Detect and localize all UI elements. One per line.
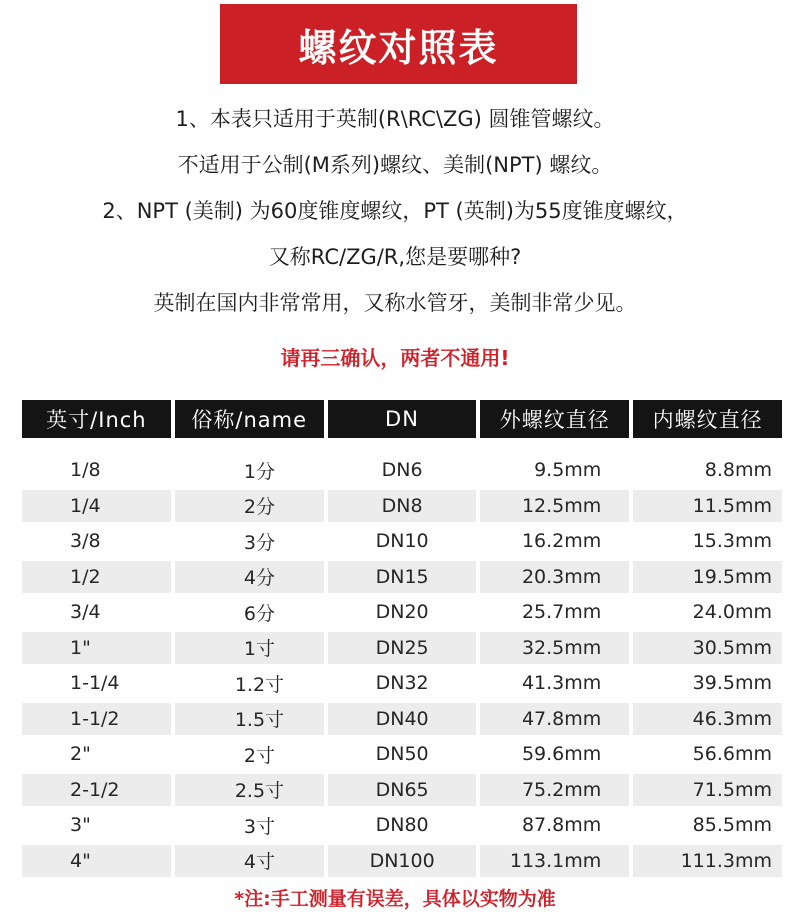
cell-outer-diameter: 25.7mm: [521, 601, 602, 623]
cell-inner-diameter: 46.3mm: [633, 703, 782, 735]
cell-inch: 2-1/2: [22, 774, 171, 806]
cell-dn: DN65: [328, 774, 477, 806]
table-row: [22, 701, 782, 737]
cell-inch: 3/8: [70, 530, 101, 552]
cell-inner-diameter: 8.8mm: [704, 459, 772, 481]
cell-outer-diameter: 20.3mm: [480, 561, 629, 593]
table-row: [22, 843, 782, 879]
cell-inner-diameter: 24.0mm: [692, 601, 772, 623]
cell-outer-diameter: 32.5mm: [480, 632, 629, 664]
title-banner: [220, 4, 577, 84]
cell-name: 4寸: [175, 845, 324, 877]
header-name: 俗称/name: [175, 400, 324, 438]
table-row: [22, 630, 782, 666]
cell-name: 1分: [243, 460, 275, 483]
cell-dn: DN10: [375, 530, 429, 552]
note-line: 不适用于公制(M系列)螺纹、美制(NPT) 螺纹。: [177, 153, 613, 177]
cell-outer-diameter: 75.2mm: [480, 774, 629, 806]
table-row: [22, 559, 782, 595]
warning-text: 请再三确认，两者不通用!: [280, 346, 510, 370]
table-row: [22, 488, 782, 524]
table-row: [22, 772, 782, 808]
cell-name: 1.2寸: [234, 673, 285, 696]
cell-inch: 1/2: [22, 561, 171, 593]
cell-dn: DN15: [328, 561, 477, 593]
table-row: [22, 665, 782, 701]
cell-outer-diameter: 41.3mm: [521, 672, 602, 694]
cell-name: 3寸: [243, 815, 275, 838]
cell-dn: DN20: [375, 601, 429, 623]
cell-dn: DN25: [328, 632, 477, 664]
cell-inch: 3": [70, 814, 91, 836]
cell-name: 1.5寸: [175, 703, 324, 735]
cell-inch: 1-1/4: [70, 672, 120, 694]
note-line: 又称RC/ZG/R,您是要哪种?: [268, 245, 522, 269]
cell-dn: DN32: [375, 672, 429, 694]
cell-inner-diameter: 39.5mm: [692, 672, 772, 694]
cell-inner-diameter: 11.5mm: [633, 490, 782, 522]
cell-dn: DN8: [328, 490, 477, 522]
table-row: [22, 523, 782, 559]
cell-inch: 2": [70, 743, 91, 765]
cell-inch: 1/4: [22, 490, 171, 522]
note-line: 2、NPT (美制) 为60度锥度螺纹，PT (英制)为55度锥度螺纹，: [102, 199, 688, 223]
cell-name: 4分: [175, 561, 324, 593]
cell-outer-diameter: 113.1mm: [480, 845, 629, 877]
cell-dn: DN50: [375, 743, 429, 765]
cell-name: 1寸: [175, 632, 324, 664]
header-outer-diameter: 外螺纹直径: [480, 400, 629, 438]
cell-dn: DN80: [375, 814, 429, 836]
cell-inner-diameter: 30.5mm: [633, 632, 782, 664]
notes-block: [0, 106, 790, 336]
cell-outer-diameter: 12.5mm: [480, 490, 629, 522]
cell-dn: DN40: [328, 703, 477, 735]
cell-inner-diameter: 19.5mm: [633, 561, 782, 593]
cell-dn: DN100: [328, 845, 477, 877]
cell-name: 6分: [243, 602, 275, 625]
table-row: [22, 736, 782, 772]
cell-inner-diameter: 111.3mm: [633, 845, 782, 877]
cell-inch: 1-1/2: [22, 703, 171, 735]
cell-inch: 3/4: [70, 601, 101, 623]
table-row: [22, 452, 782, 488]
cell-dn: DN6: [381, 459, 423, 481]
cell-name: 2.5寸: [175, 774, 324, 806]
cell-inch: 1/8: [70, 459, 101, 481]
cell-outer-diameter: 9.5mm: [534, 459, 602, 481]
cell-inch: 4": [22, 845, 171, 877]
cell-outer-diameter: 16.2mm: [521, 530, 602, 552]
cell-inner-diameter: 15.3mm: [692, 530, 772, 552]
cell-name: 3分: [243, 531, 275, 554]
table-row: [22, 594, 782, 630]
cell-inner-diameter: 71.5mm: [633, 774, 782, 806]
header-inch: 英寸/Inch: [22, 400, 171, 438]
cell-inner-diameter: 56.6mm: [692, 743, 772, 765]
table-header: [22, 400, 782, 438]
cell-inner-diameter: 85.5mm: [692, 814, 772, 836]
note-line: 英制在国内非常常用，又称水管牙，美制非常少见。: [153, 291, 637, 315]
note-line: 1、本表只适用于英制(R\RC\ZG) 圆锥管螺纹。: [175, 107, 615, 131]
page-title: 螺纹对照表: [298, 25, 499, 70]
cell-outer-diameter: 59.6mm: [521, 743, 602, 765]
table-row: [22, 807, 782, 843]
cell-outer-diameter: 87.8mm: [521, 814, 602, 836]
cell-inch: 1": [22, 632, 171, 664]
header-dn: DN: [328, 400, 477, 438]
table-body: [22, 452, 782, 878]
header-inner-diameter: 内螺纹直径: [633, 400, 782, 438]
cell-name: 2分: [175, 490, 324, 522]
cell-name: 2寸: [243, 744, 275, 767]
footer-note: *注:手工测量有误差，具体以实物为准: [234, 888, 556, 910]
cell-outer-diameter: 47.8mm: [480, 703, 629, 735]
